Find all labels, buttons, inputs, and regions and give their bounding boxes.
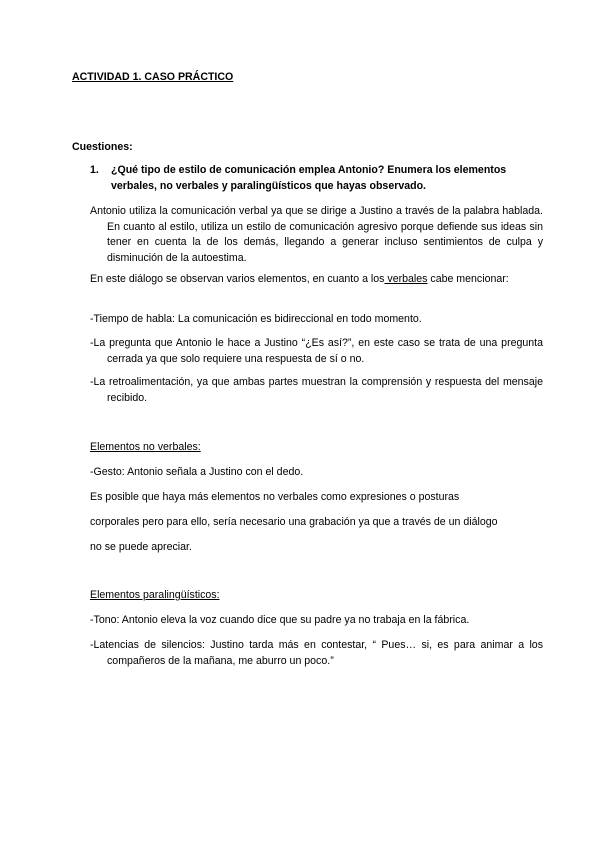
verbal-item: -La retroalimentación, ya que ambas partes muestran la comprensión y respuesta del mensaje recibido. — [90, 376, 543, 404]
document-title: ACTIVIDAD 1. CASO PRÁCTICO — [72, 71, 234, 83]
verbal-item: -Tiempo de habla: La comunicación es bidireccional en todo momento. — [90, 313, 422, 325]
paralinguistic-item: -Tono: Antonio eleva la voz cuando dice que su padre ya no trabaja en la fábrica. — [90, 614, 470, 626]
nonverbal-item: -Gesto: Antonio señala a Justino con el dedo. — [90, 466, 304, 478]
question-text: ¿Qué tipo de estilo de comunicación emplea Antonio? Enumera los elementos verbales, no verbales y paralingüísticos que hayas observado. — [111, 164, 507, 192]
verbal-keyword: verbales — [384, 273, 428, 285]
verbal-intro-text: En este diálogo se observan varios elementos, en cuanto a los — [90, 273, 385, 285]
nonverbal-item: Es posible que haya más elementos no verbales como expresiones o posturas — [90, 491, 460, 503]
cuestiones-heading: Cuestiones: — [72, 141, 133, 153]
answer-intro-paragraph: Antonio utiliza la comunicación verbal ya que se dirige a Justino a través de la palabra hablada. En cuanto al estilo, utiliza un estilo de comunicación agresivo porque defiende sus ideas sin tener en cuenta la de los demás, llegando a generar incluso sentimientos de culpa y disminución de la autoestima. — [90, 205, 543, 264]
paralinguistic-item: -Latencias de silencios: Justino tarda más en contestar, “ Pues… si, es para animar a los compañeros de la mañana, me aburro un poco.” — [90, 639, 543, 667]
verbal-intro-tail: cabe mencionar: — [427, 273, 509, 285]
paralinguistic-heading: Elementos paralingüísticos: — [90, 589, 220, 601]
question-number: 1. — [90, 164, 99, 176]
verbal-elements-intro — [90, 272, 543, 288]
nonverbal-item: no se puede apreciar. — [90, 541, 192, 553]
question-1 — [90, 163, 530, 194]
nonverbal-item: corporales pero para ello, sería necesario una grabación ya que a través de un diálogo — [90, 516, 498, 528]
nonverbal-heading: Elementos no verbales: — [90, 441, 201, 453]
verbal-item: -La pregunta que Antonio le hace a Justino “¿Es así?”, en este caso se trata de una pregunta cerrada ya que solo requiere una respuesta de sí o no. — [90, 337, 543, 365]
